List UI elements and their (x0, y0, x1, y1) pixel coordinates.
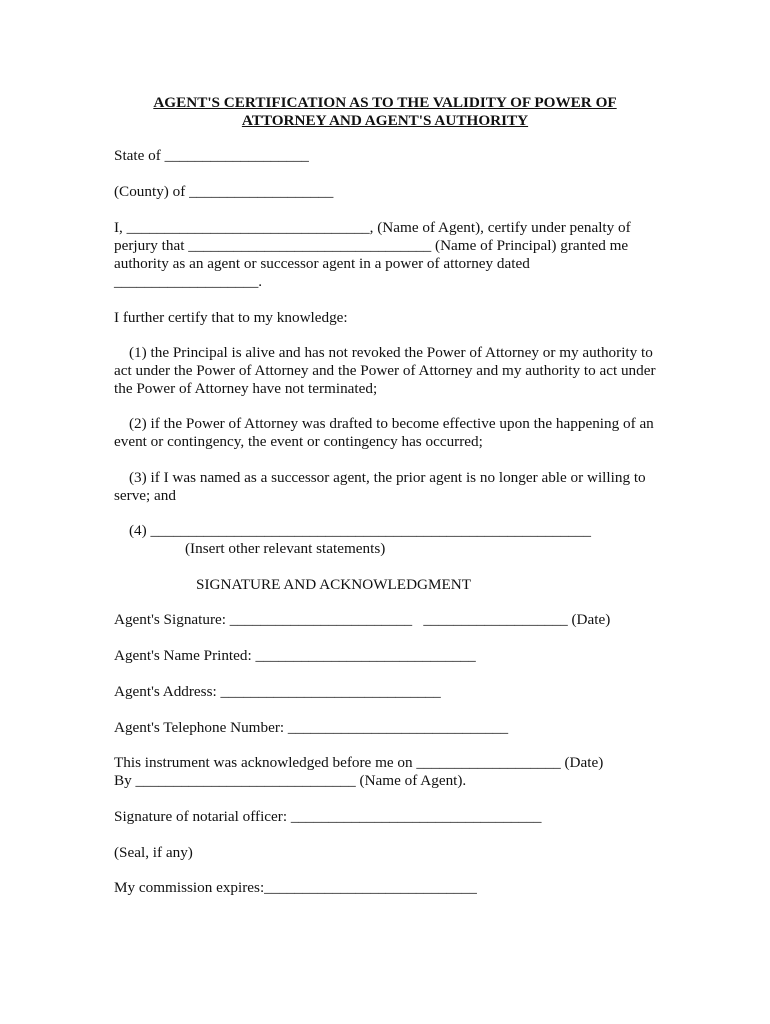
document-title (100, 94, 670, 130)
intro-line-2: perjury that ________________________________ (Name of Principal) granted me (114, 237, 629, 254)
acknowledgment-line-2: By _____________________________ (Name of Agent). (114, 772, 467, 789)
title-line-2: ATTORNEY AND AGENT'S AUTHORITY (241, 112, 529, 129)
intro-line-3: authority as an agent or successor agent in a power of attorney dated (114, 255, 530, 272)
commission-expires-field: My commission expires:____________________________ (114, 879, 477, 896)
statement-item-3: (3) if I was named as a successor agent, the prior agent is no longer able or willing to serve; and (114, 469, 646, 504)
notary-signature-field: Signature of notarial officer: _________________________________ (114, 808, 542, 825)
agent-phone-field: Agent's Telephone Number: _____________________________ (114, 719, 509, 736)
statement-item-4: (4) __________________________________________________________ (129, 522, 591, 539)
state-field: State of ___________________ (114, 147, 309, 164)
statement-item-1: (1) the Principal is alive and has not revoked the Power of Attorney or my authority to act under the Power of Attorney and the Power of Attorney and my authority to act under the Power of Attorney have not terminated; (114, 344, 656, 397)
county-field: (County) of ___________________ (114, 183, 334, 200)
further-certify-heading: I further certify that to my knowledge: (114, 309, 348, 326)
agent-signature-field: Agent's Signature: ________________________ ___________________ (Date) (114, 611, 611, 628)
statement-item-2: (2) if the Power of Attorney was drafted to become effective upon the happening of an event or contingency, the event or contingency has occurred; (114, 415, 654, 450)
agent-name-field: Agent's Name Printed: _____________________________ (114, 647, 476, 664)
signature-section-heading: SIGNATURE AND ACKNOWLEDGMENT (196, 576, 472, 593)
title-line-1: AGENT'S CERTIFICATION AS TO THE VALIDITY OF POWER OF (153, 94, 617, 111)
intro-line-1: I, ________________________________, (Name of Agent), certify under penalty of (114, 219, 631, 236)
acknowledgment-line-1: This instrument was acknowledged before me on ___________________ (Date) (114, 754, 604, 771)
agent-address-field: Agent's Address: _____________________________ (114, 683, 441, 700)
statement-item-4-caption: (Insert other relevant statements) (185, 540, 386, 557)
seal-note: (Seal, if any) (114, 844, 193, 861)
intro-line-4: ___________________. (114, 273, 263, 290)
